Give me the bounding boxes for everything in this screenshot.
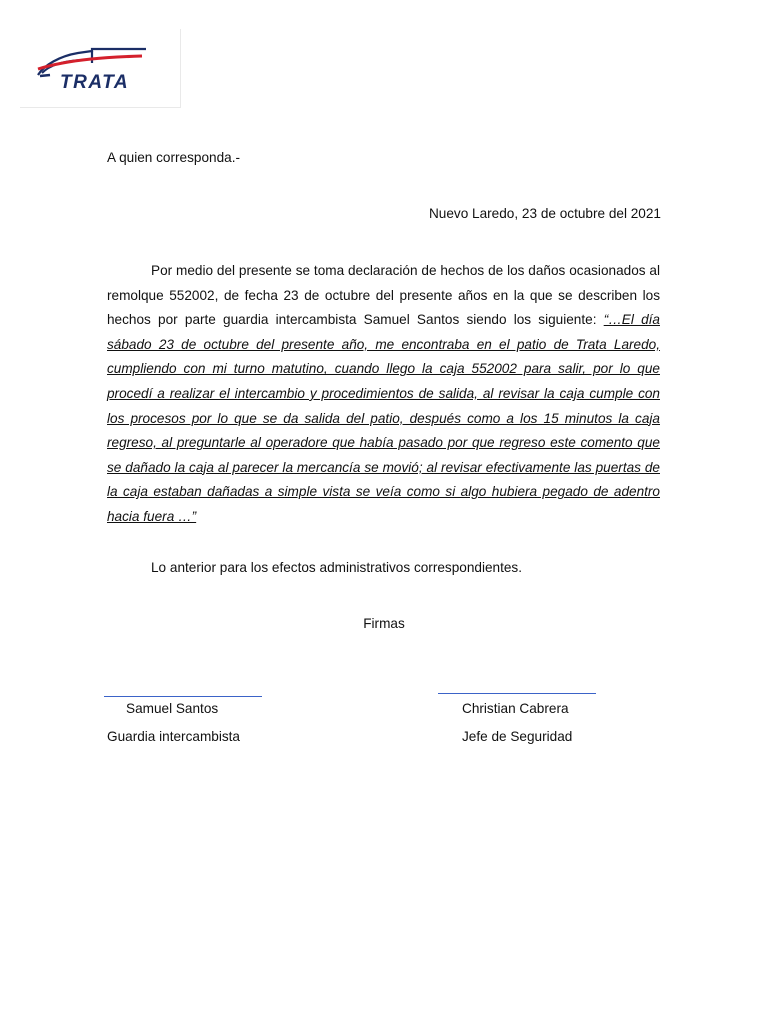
signature-line-left bbox=[104, 696, 262, 697]
letter-date: Nuevo Laredo, 23 de octubre del 2021 bbox=[428, 206, 661, 221]
letter-body-paragraph bbox=[107, 259, 660, 530]
signature-line-right bbox=[438, 693, 596, 694]
signatures-heading: Firmas bbox=[363, 616, 405, 631]
signer-role-right: Jefe de Seguridad bbox=[462, 729, 573, 744]
paragraph-intro: Por medio del presente se toma declaración de hechos de los daños ocasionados al remolque 552002, de fecha 23 de octubre del presente años en la que se describen los hechos por parte guardia intercambista Samuel Santos siendo los siguiente: bbox=[107, 263, 660, 328]
company-logo bbox=[20, 29, 181, 108]
signer-role-left: Guardia intercambista bbox=[107, 729, 240, 744]
truck-logo-icon bbox=[20, 29, 181, 108]
paragraph-quote: “…El día sábado 23 de octubre del presente año, me encontraba en el patio de Trata Laredo, cumpliendo con mi turno matutino, cuando llego la caja 552002 para salir, por lo que procedí a realizar el intercambio y procedimientos de salida, al revisar la caja cumple con los procesos por lo que se da salida del patio, después como a los 15 minutos la caja regreso, al preguntarle al operadore que había pasado por que regreso este comento que se dañado la caja al parecer la mercancía se movió; al revisar efectivamente las puertas de la caja estaban dañadas a simple vista se veía como si algo hubiera pegado de adentro hacia fuera …” bbox=[107, 312, 660, 524]
letter-greeting: A quien corresponda.- bbox=[107, 150, 241, 165]
letter-closing: Lo anterior para los efectos administrativos correspondientes. bbox=[151, 560, 523, 575]
signer-name-left: Samuel Santos bbox=[126, 701, 219, 716]
logo-wordmark: TRATA bbox=[60, 72, 130, 93]
signer-name-right: Christian Cabrera bbox=[462, 701, 569, 716]
